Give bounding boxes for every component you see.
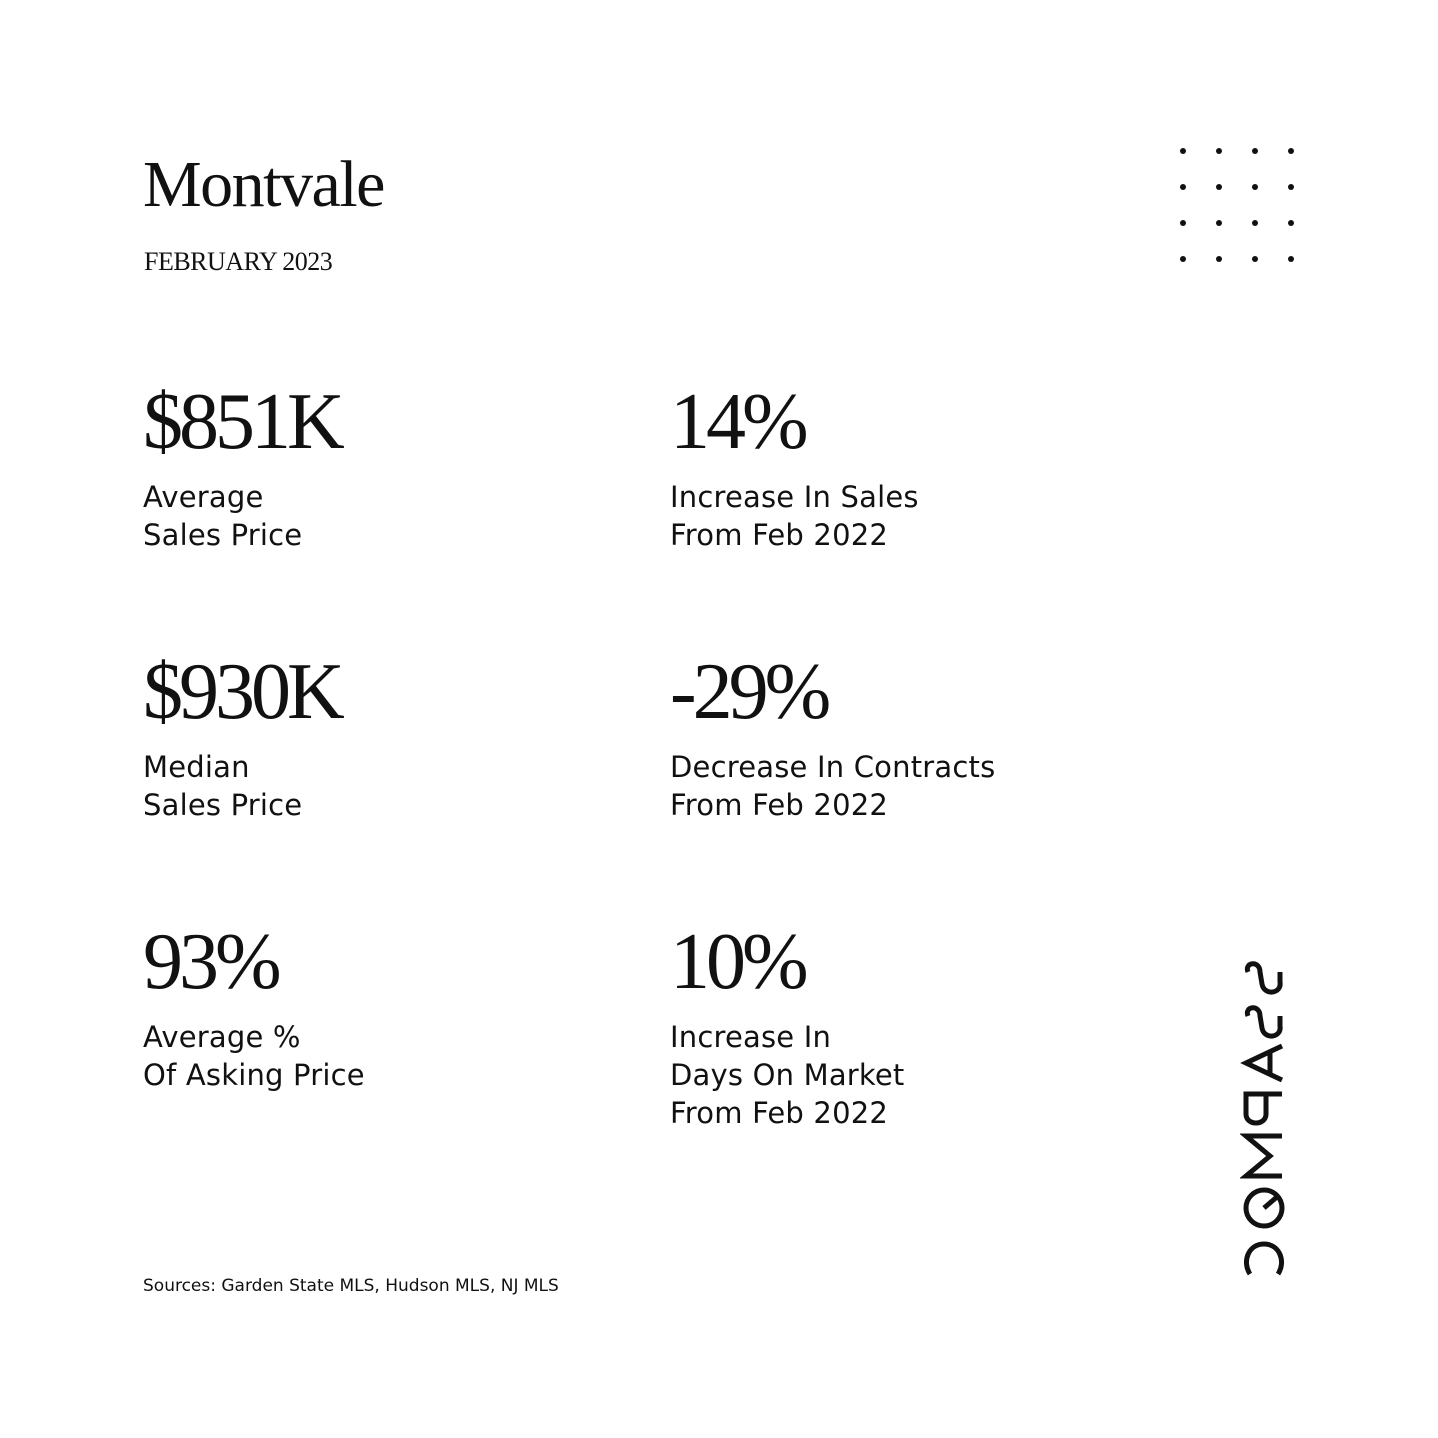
stat-label: Average % Of Asking Price bbox=[143, 1020, 365, 1092]
stat-sales-change bbox=[670, 380, 919, 554]
stat-median-sales-price bbox=[143, 650, 341, 824]
stat-value: $851K bbox=[143, 378, 341, 466]
page-title: Montvale bbox=[143, 148, 384, 221]
dot-grid-icon bbox=[1172, 142, 1298, 268]
stat-value: 93% bbox=[143, 918, 278, 1006]
stat-value: -29% bbox=[670, 648, 828, 736]
stat-value: 14% bbox=[670, 378, 805, 466]
report-date: FEBRUARY 2023 bbox=[144, 247, 333, 276]
stat-label: Decrease In Contracts From Feb 2022 bbox=[670, 750, 996, 822]
stat-days-on-market-change bbox=[670, 920, 905, 1132]
stat-label: Median Sales Price bbox=[143, 750, 303, 822]
stat-label: Increase In Sales From Feb 2022 bbox=[670, 480, 919, 552]
stat-average-sales-price bbox=[143, 380, 341, 554]
stat-percent-of-asking bbox=[143, 920, 365, 1094]
stat-label: Average Sales Price bbox=[143, 480, 303, 552]
stat-label: Increase In Days On Market From Feb 2022 bbox=[670, 1020, 905, 1130]
compass-logo bbox=[1240, 958, 1288, 1292]
stat-value: $930K bbox=[143, 648, 341, 736]
stat-contracts-change bbox=[670, 650, 995, 824]
stat-value: 10% bbox=[670, 918, 805, 1006]
sources-note: Sources: Garden State MLS, Hudson MLS, NJ MLS bbox=[143, 1276, 559, 1296]
